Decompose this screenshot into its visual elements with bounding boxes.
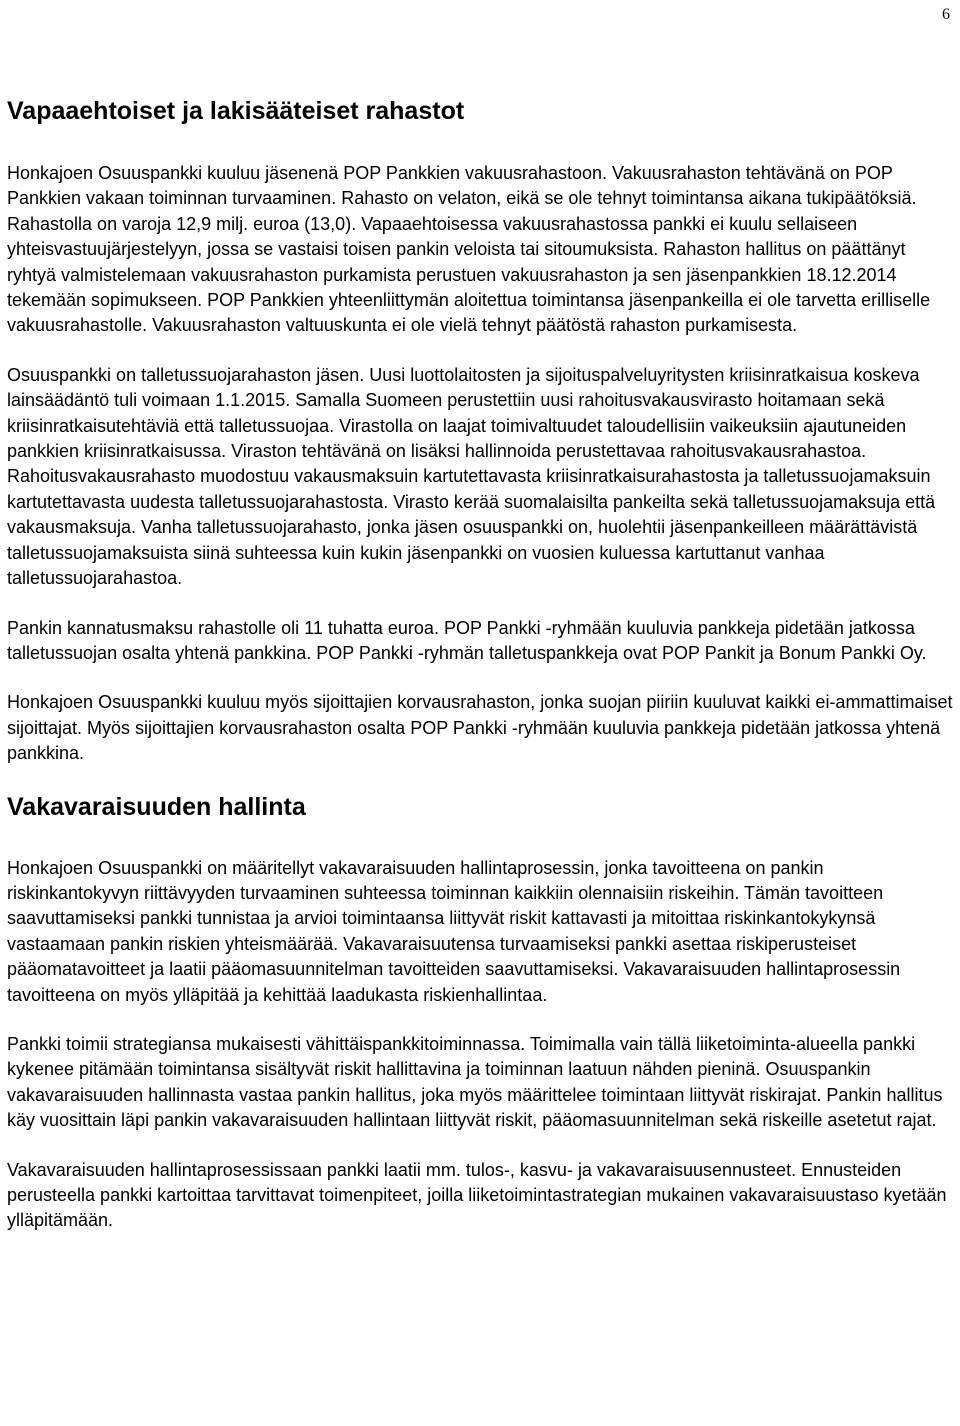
paragraph: Honkajoen Osuuspankki kuuluu myös sijoittajien korvausrahaston, jonka suojan piiriin kuuluvat kaikki ei-ammattimaiset sijoittajat. Myös sijoittajien korvausrahaston osalta POP Pankki -ryhmään kuuluvia pankkeja pidetään jatkossa yhtenä pankkina. [7,692,953,764]
section-vakavaraisuus [7,791,955,1234]
page-number: 6 [942,6,950,23]
paragraph: Osuuspankki on talletussuojarahaston jäsen. Uusi luottolaitosten ja sijoituspalveluyritysten kriisinratkaisua koskeva lainsäädäntö tuli voimaan 1.1.2015. Samalla Suomeen perustettiin uusi rahoitusvakausvirasto hoitamaan sekä kriisinratkaisutehtäviä että talletussuojaa. Virastolla on laajat toimivaltuudet taloudellisiin vaikeuksiin ajautuneiden pankkien kriisinratkaisussa. Viraston tehtävänä on lisäksi hallinnoida perustettavaa rahoitusvakausrahastoa. Rahoitusvakausrahasto muodostuu vakausmaksuin kartutettavasta kriisinratkaisurahastosta ja talletussuojamaksuin kartutettavasta uudesta talletussuojarahastosta. Virasto kerää suomalaisilta pankeilta sekä talletussuojamaksuja että vakausmaksuja. Vanha talletussuojarahasto, jonka jäsen osuuspankki on, huolehtii jäsenpankeilleen määrättävistä talletussuojamaksuista siinä suhteessa kuin kukin jäsenpankki on vuosien kuluessa kartuttanut vanhaa talletussuojarahastoa. [7,364,936,589]
section-heading: Vapaaehtoiset ja lakisääteiset rahastot [7,97,465,125]
document-body [7,95,955,1258]
paragraph: Honkajoen Osuuspankki kuuluu jäsenenä POP Pankkien vakuusrahastoon. Vakuusrahaston tehtävänä on POP Pankkien vakaan toiminnan turvaaminen. Rahasto on velaton, eikä se ole tehnyt toimintansa aikana tukipäätöksiä. Rahastolla on varoja 12,9 milj. euroa (13,0). Vapaaehtoisessa vakuusrahastossa pankki ei kuulu sellaiseen yhteisvastuujärjestelyyn, jossa se vastaisi toisen pankin veloista tai sitoumuksista. Rahaston hallitus on päättänyt ryhtyä valmistelemaan vakuusrahaston purkamista perustuen vakuusrahaston ja sen jäsenpankkien 18.12.2014 tekemään sopimukseen. POP Pankkien yhteenliittymän aloitettua toimintansa jäsenpankeilla ei ole tarvetta erilliselle vakuusrahastolle. Vakuusrahaston valtuuskunta ei ole vielä tehnyt päätöstä rahaston purkamisesta. [7,163,931,336]
paragraph: Vakavaraisuuden hallintaprosessissaan pankki laatii mm. tulos-, kasvu- ja vakavaraisuusennusteet. Ennusteiden perusteella pankki kartoittaa tarvittavat toimenpiteet, joilla liiketoimintastrategian mukainen vakavaraisuustaso kyetään ylläpitämään. [7,1159,947,1231]
section-heading: Vakavaraisuuden hallinta [7,792,306,821]
paragraph: Honkajoen Osuuspankki on määritellyt vakavaraisuuden hallintaprosessin, jonka tavoitteena on pankin riskinkantokyvyn riittävyyden turvaaminen suhteessa toiminnan kaikkiin olennaisiin riskeihin. Tämän tavoitteen saavuttamiseksi pankki tunnistaa ja arvioi toimintaansa liittyvät riskit kattavasti ja mitoittaa riskinkantokykynsä vastaamaan pankin riskien yhteismäärää. Vakavaraisuutensa turvaamiseksi pankki asettaa riskiperusteiset pääomatavoitteet ja laatii pääomasuunnitelman tavoitteiden saavuttamiseksi. Vakavaraisuuden hallintaprosessin tavoitteena on myös ylläpitää ja kehittää laadukasta riskienhallintaa. [7,857,901,1005]
paragraph: Pankin kannatusmaksu rahastolle oli 11 tuhatta euroa. POP Pankki -ryhmään kuuluvia pankkeja pidetään jatkossa talletussuojan osalta yhtenä pankkina. POP Pankki -ryhmän talletuspankkeja ovat POP Pankit ja Bonum Pankki Oy. [7,617,927,663]
paragraph: Pankki toimii strategiansa mukaisesti vähittäispankkitoiminnassa. Toimimalla vain tällä liiketoiminta-alueella pankki kykenee pitämään toimintansa sisältyvät riskit hallittavina ja toiminnan laatuun nähden pieninä. Osuuspankin vakavaraisuuden hallinnasta vastaa pankin hallitus, joka myös määrittelee toimintaan liittyvät riskirajat. Pankin hallitus käy vuosittain läpi pankin vakavaraisuuden hallintaan liittyvät riskit, pääomasuunnitelman sekä riskeille asetetut rajat. [7,1033,943,1131]
section-rahastot [7,95,955,767]
